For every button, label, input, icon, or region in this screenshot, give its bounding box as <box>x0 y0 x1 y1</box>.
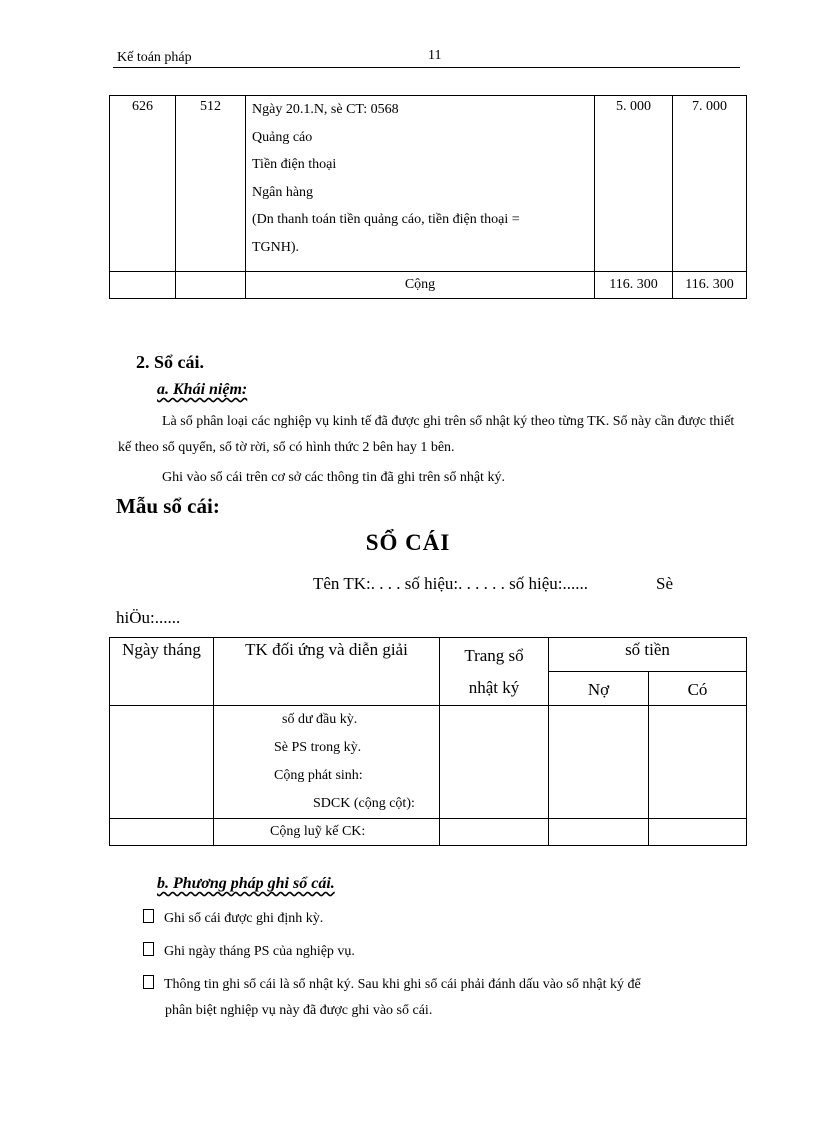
account-credit-cell: 512 <box>176 96 246 272</box>
checkbox-bullet-icon <box>143 909 154 923</box>
col-header-journal-page <box>440 638 549 706</box>
journal-page-line2: nhật ký <box>468 678 520 697</box>
table-row <box>110 706 747 819</box>
bullet-item <box>143 906 323 932</box>
credit-amount: 7. 000 <box>673 96 747 272</box>
col-header-credit: Có <box>649 672 747 706</box>
header-title: Kế toán pháp <box>117 50 192 65</box>
debit-amount: 5. 000 <box>595 96 673 272</box>
header-row <box>110 638 747 672</box>
page-number: 11 <box>428 48 442 63</box>
account-number-cont: hiÖu:...... <box>116 608 181 627</box>
description-line: (Dn thanh toán tiền quảng cáo, tiền điện thoại = <box>252 212 520 227</box>
journal-page-line1: Trang sổ <box>464 646 524 665</box>
bullet-item <box>143 972 743 1024</box>
template-heading: Mẫu sổ cái: <box>116 494 220 518</box>
subsection-b-title: b. Phương pháp ghi sổ cái. <box>157 875 335 892</box>
account-debit-cell: 626 <box>110 96 176 272</box>
total-debit: 116. 300 <box>595 272 673 299</box>
paragraph-definition: Là sổ phân loại các nghiệp vụ kinh tế đã được ghi trên sổ nhật ký theo từng TK. Sổ này cần được thiết kế theo sổ quyển, sổ tờ rời, sổ có hình thức 2 bên hay 1 bên. <box>118 414 735 455</box>
description-line: Quảng cáo <box>252 129 313 145</box>
ledger-line: Cộng phát sinh: <box>274 768 363 783</box>
ledger-line: SDCK (cộng cột): <box>313 796 415 811</box>
table-row <box>110 819 747 846</box>
journal-table <box>109 95 747 299</box>
bullet-text-continued: phân biệt nghiệp vụ này đã được ghi vào sổ cái. <box>165 1003 433 1018</box>
col-header-description: TK đối ứng và diễn giải <box>214 638 440 706</box>
col-header-date: Ngày tháng <box>110 638 214 706</box>
total-row <box>110 272 747 299</box>
total-credit: 116. 300 <box>673 272 747 299</box>
total-label: Cộng <box>246 272 595 299</box>
cumulative-label: Cộng luỹ kế CK: <box>214 819 440 846</box>
description-line: Ngân hàng <box>252 184 314 200</box>
table-row <box>110 96 747 272</box>
ledger-line: số dư đầu kỳ. <box>282 712 358 727</box>
bullet-text: Ghi ngày tháng PS của nghiệp vụ. <box>164 944 355 959</box>
header-rule <box>113 67 740 68</box>
ledger-line: Sè PS trong kỳ. <box>274 740 362 755</box>
col-header-amount: số tiền <box>549 638 747 672</box>
paragraph-source: Ghi vào sổ cái trên cơ sở các thông tin đã ghi trên sổ nhật ký. <box>162 470 505 485</box>
ledger-title: SỔ CÁI <box>365 530 451 555</box>
description-line: Tiền điện thoại <box>252 157 337 172</box>
subsection-a-title: a. Khái niệm: <box>157 381 248 398</box>
description-line: TGNH). <box>252 239 300 255</box>
checkbox-bullet-icon <box>143 942 154 956</box>
description-line: Ngày 20.1.N, sè CT: 0568 <box>252 102 399 117</box>
bullet-text: Ghi sổ cái được ghi định kỳ. <box>164 911 324 926</box>
bullet-item <box>143 939 355 965</box>
account-number-label: Sè <box>656 574 673 593</box>
col-header-debit: Nợ <box>549 672 649 706</box>
description-cell <box>246 96 595 272</box>
ledger-body-cell <box>214 706 440 819</box>
ledger-table <box>109 637 747 846</box>
section-title: 2. Sổ cái. <box>136 352 205 372</box>
bullet-text: Thông tin ghi sổ cái là sổ nhật ký. Sau khi ghi sổ cái phải đánh dấu vào sổ nhật ký để <box>164 977 641 992</box>
checkbox-bullet-icon <box>143 975 154 989</box>
account-info-line: Tên TK:. . . . số hiệu:. . . . . . số hiệu:...... <box>313 574 588 593</box>
